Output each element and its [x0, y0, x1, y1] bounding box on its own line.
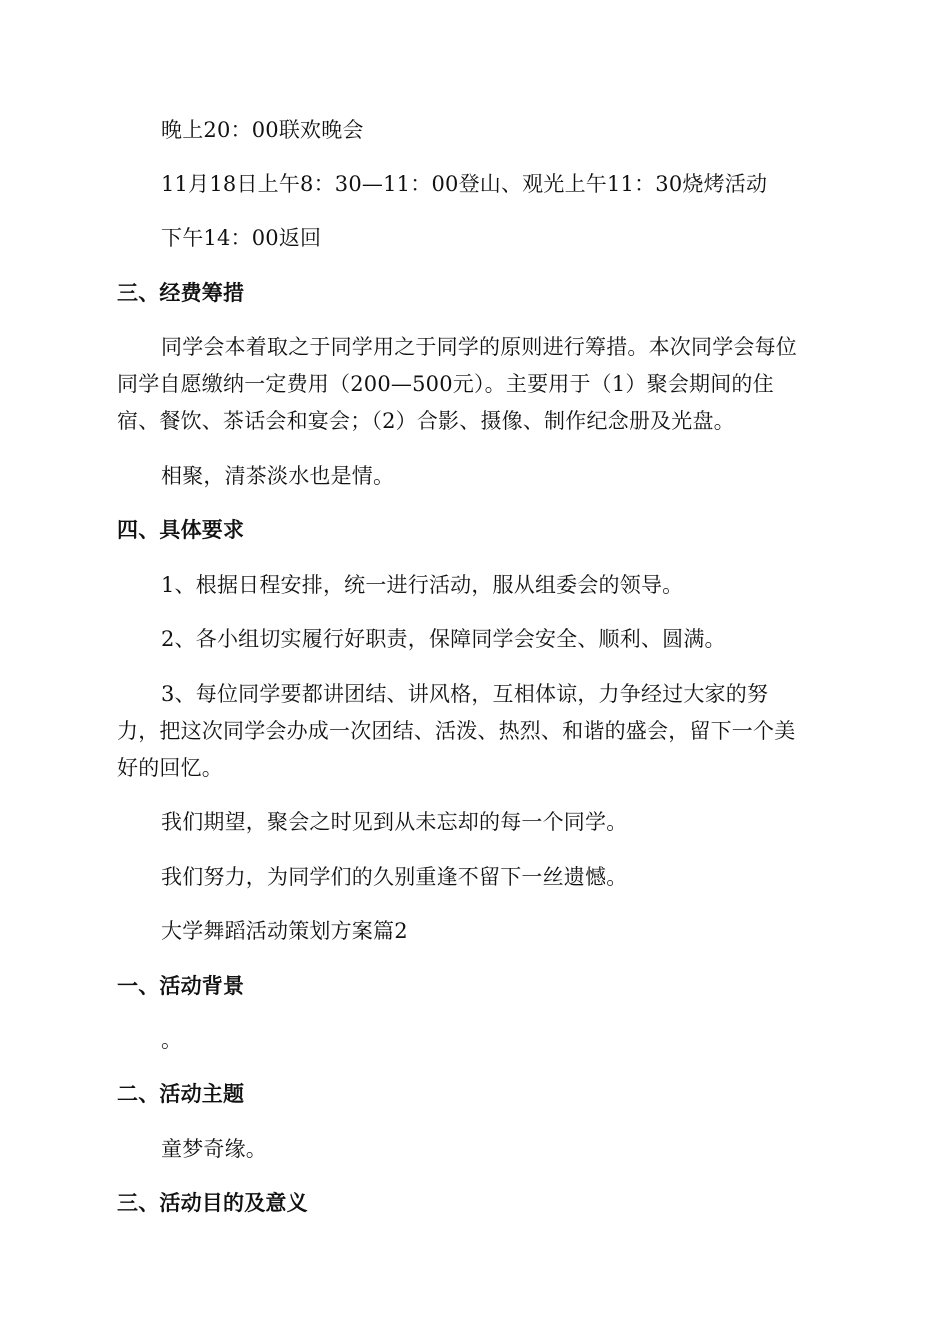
section-heading-funding: 三、经费筹措 [117, 281, 245, 305]
requirement-item-3-line-1: 3、每位同学要都讲团结、讲风格，互相体谅，力争经过大家的努 [161, 682, 769, 706]
requirement-item-1: 1、根据日程安排，统一进行活动，服从组委会的领导。 [161, 573, 684, 597]
schedule-evening-party: 晚上20：00联欢晚会 [161, 118, 364, 142]
funding-paragraph-line-1: 同学会本着取之于同学用之于同学的原则进行筹措。本次同学会每位 [161, 335, 797, 359]
requirement-item-3-line-2: 力，把这次同学会办成一次团结、活泼、热烈、和谐的盛会，留下一个美 [117, 719, 796, 743]
schedule-nov-18-morning: 11月18日上午8：30—11：00登山、观光上午11：30烧烤活动 [161, 172, 768, 196]
section-heading-requirements: 四、具体要求 [117, 518, 245, 542]
theme-content: 童梦奇缘。 [161, 1137, 267, 1161]
requirement-item-2: 2、各小组切实履行好职责，保障同学会安全、顺利、圆满。 [161, 627, 726, 651]
section-heading-purpose: 三、活动目的及意义 [117, 1191, 308, 1215]
funding-closing-line: 相聚，清茶淡水也是情。 [161, 464, 395, 488]
section-heading-theme: 二、活动主题 [117, 1082, 245, 1106]
section-heading-background: 一、活动背景 [117, 974, 245, 998]
article-title-part-2: 大学舞蹈活动策划方案篇2 [161, 919, 408, 943]
requirement-item-3-line-3: 好的回忆。 [117, 756, 223, 780]
background-content: 。 [161, 1028, 183, 1052]
closing-line-expectation: 我们期望，聚会之时见到从未忘却的每一个同学。 [161, 810, 628, 834]
closing-line-effort: 我们努力，为同学们的久别重逢不留下一丝遗憾。 [161, 865, 628, 889]
funding-paragraph-line-2: 同学自愿缴纳一定费用（200—500元）。主要用于（1）聚会期间的住 [117, 372, 774, 396]
funding-paragraph-line-3: 宿、餐饮、茶话会和宴会；（2）合影、摄像、制作纪念册及光盘。 [117, 409, 735, 433]
schedule-afternoon-return: 下午14：00返回 [161, 226, 322, 250]
